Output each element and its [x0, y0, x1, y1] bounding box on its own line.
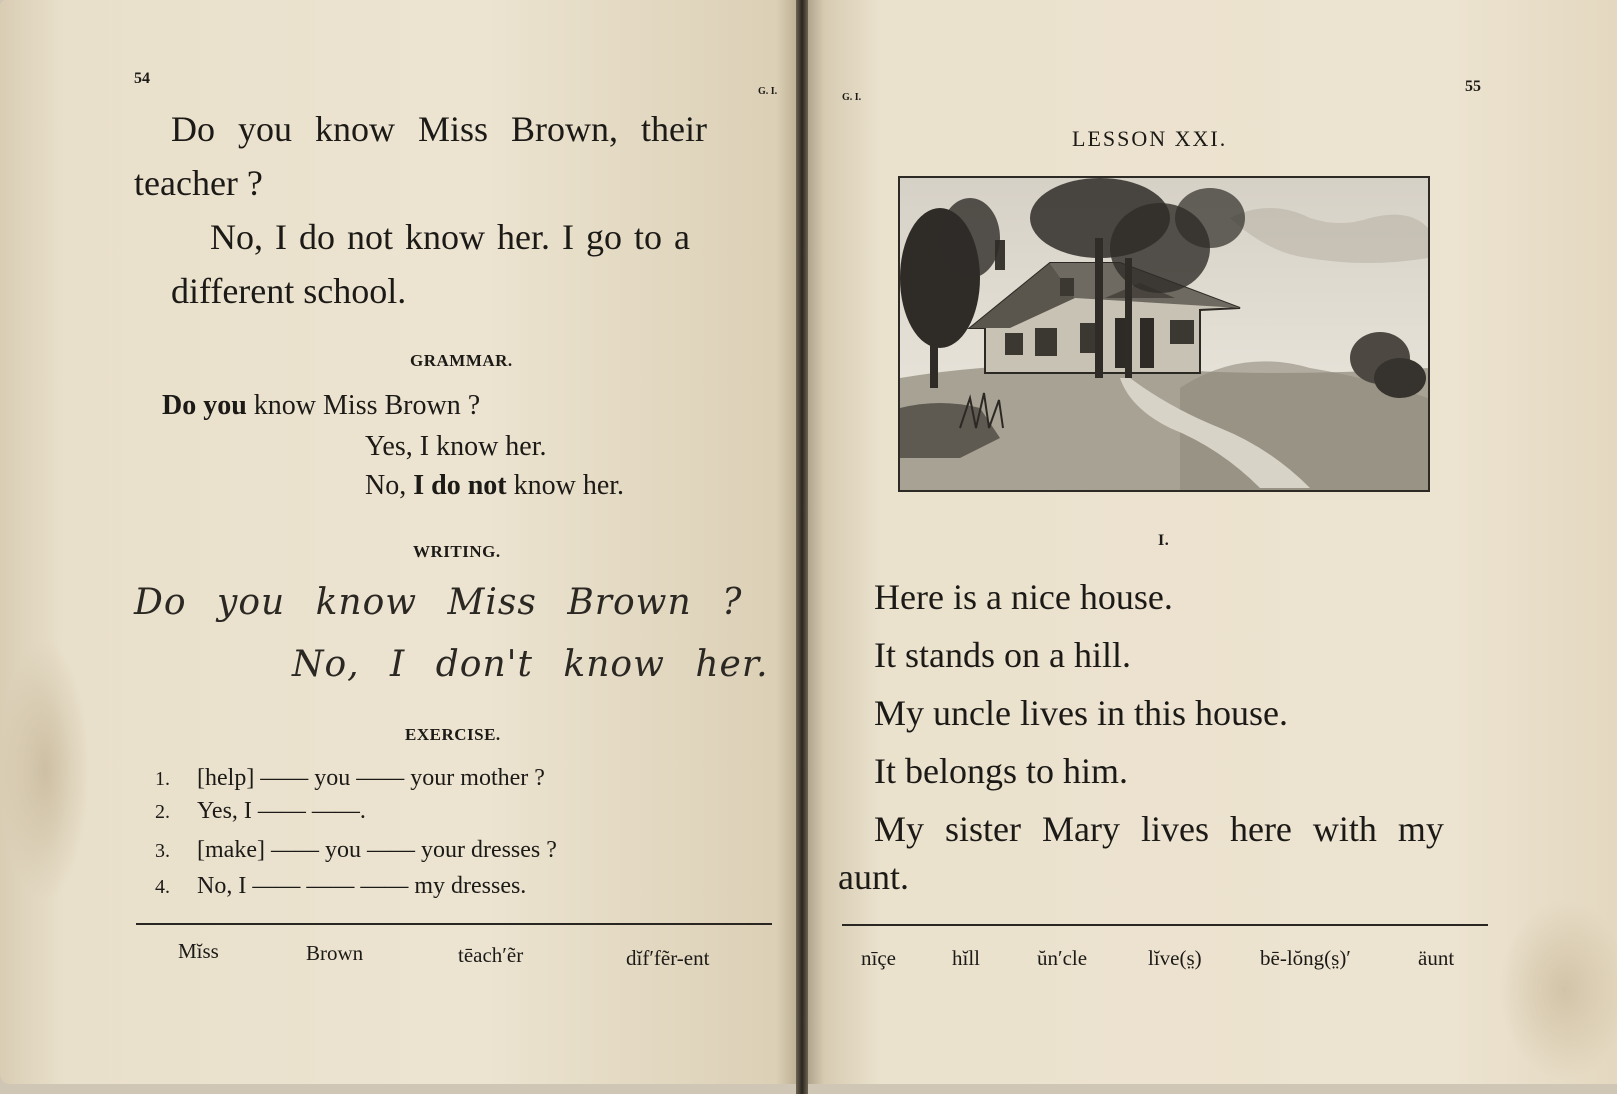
- exercise-text: [make] —— you —— your dresses ?: [197, 837, 557, 863]
- grammar-line-2: Yes, I know her.: [365, 431, 547, 462]
- exercise-text: [help] —— you —— your mother ?: [197, 765, 545, 791]
- book-gutter: [796, 0, 808, 1094]
- section-number: I.: [1158, 532, 1170, 549]
- dialogue-line-1: Do you know Miss Brown, their: [171, 109, 707, 149]
- exercise-number: 4.: [155, 876, 170, 898]
- lesson-title: LESSON XXI.: [1072, 126, 1228, 151]
- vocab-word: dĭf′fẽr-ent: [626, 946, 710, 970]
- vocab-word: nīçe: [861, 946, 896, 970]
- signature-mark-right: G. I.: [842, 92, 862, 103]
- story-sentence: My uncle lives in this house.: [874, 693, 1288, 733]
- grammar-heading: GRAMMAR.: [410, 351, 513, 370]
- page-number-right: 55: [1465, 78, 1481, 95]
- dialogue-line-4: different school.: [171, 271, 407, 311]
- signature-mark-left: G. I.: [758, 86, 778, 97]
- exercise-number: 1.: [155, 768, 170, 790]
- story-sentence: My sister Mary lives here with my: [874, 809, 1444, 849]
- grammar-line-3: No, I do not know her.: [365, 470, 625, 501]
- page-number-left: 54: [134, 70, 150, 87]
- exercise-item: [155, 837, 557, 864]
- left-page: [0, 0, 800, 1084]
- exercise-text: Yes, I —— ——.: [197, 798, 366, 824]
- divider-rule-right: [842, 924, 1488, 926]
- vocab-word: tēach′ẽr: [458, 943, 524, 967]
- exercise-item: [155, 798, 366, 825]
- vocab-word: bē-lŏng(s̤)′: [1260, 946, 1351, 970]
- house-illustration: [898, 176, 1430, 492]
- right-page: [800, 0, 1617, 1084]
- exercise-text: No, I —— —— —— my dresses.: [197, 873, 527, 899]
- exercise-number: 3.: [155, 840, 170, 862]
- vocab-word: lĭve(s̤): [1148, 946, 1202, 970]
- exercise-number: 2.: [155, 801, 170, 823]
- story-sentence: It stands on a hill.: [874, 635, 1131, 675]
- story-sentence: Here is a nice house.: [874, 577, 1173, 617]
- exercise-item: [155, 873, 526, 900]
- story-sentence: It belongs to him.: [874, 751, 1128, 791]
- grammar-line-1: Do you know Miss Brown ?: [162, 390, 481, 421]
- writing-script-line-1: Do you know Miss Brown ?: [134, 582, 743, 623]
- exercise-heading: EXERCISE.: [405, 725, 501, 744]
- vocab-word: ŭn′cle: [1037, 946, 1088, 970]
- dialogue-line-3: No, I do not know her. I go to a: [210, 217, 690, 257]
- vocab-word: Mĭss: [178, 939, 219, 963]
- vocab-word: äunt: [1418, 946, 1455, 970]
- story-sentence: aunt.: [838, 857, 909, 897]
- exercise-item: [155, 765, 545, 792]
- dialogue-line-2: teacher ?: [134, 163, 263, 203]
- vocab-word: Brown: [306, 941, 364, 965]
- divider-rule-left: [136, 923, 772, 925]
- vocab-word: hĭll: [952, 946, 981, 970]
- writing-heading: WRITING.: [413, 542, 501, 561]
- writing-script-line-2: No, I don't know her.: [292, 644, 769, 685]
